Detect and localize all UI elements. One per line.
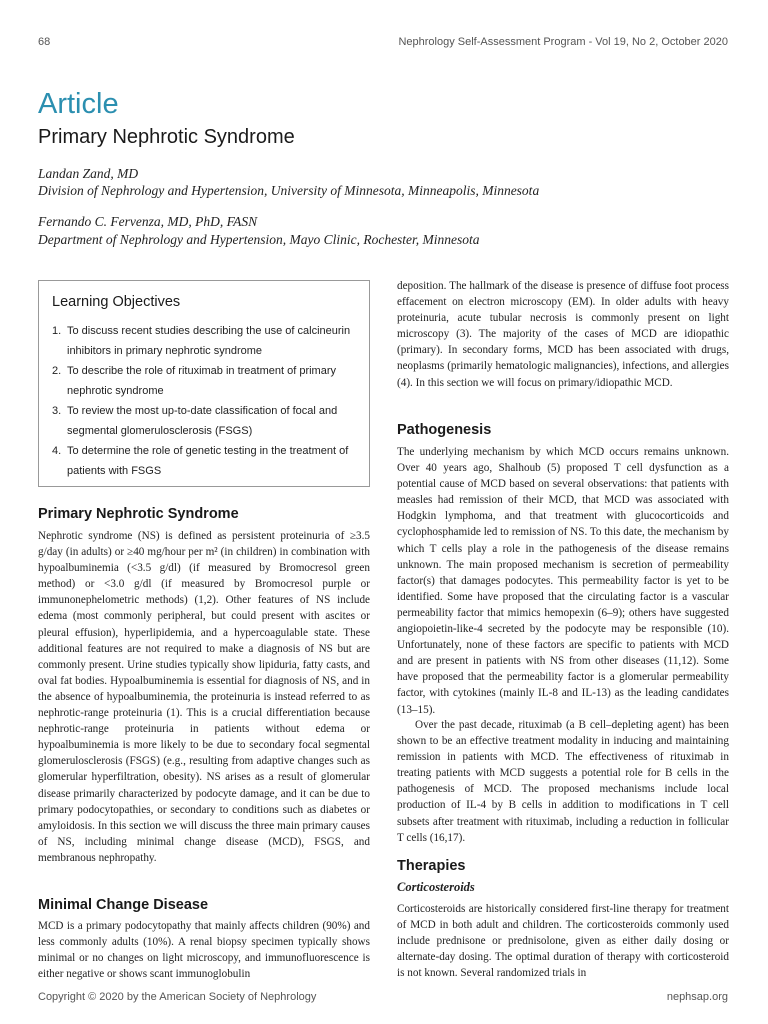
site-footer: nephsap.org (666, 991, 728, 1003)
list-item-number: 3. (52, 405, 62, 417)
paragraph-corticosteroids: Corticosteroids are historically considered first-line therapy for treatment of MCD in both adult and children. The corticosteroids commonly used include prednisone or prednisolone, given as either daily dosing or alternate-day dosing. The optimal duration of therapy with corticosteroid is not known. Several randomized trials in (397, 903, 729, 980)
paragraph-primary-nephrotic-syndrome: Nephrotic syndrome (NS) is defined as persistent proteinuria of ≥3.5 g/day (in adults) or ≥40 mg/hour per m² (in children) in combination with hypoalbuminemia (<3.5 g/dl) (if measured by Bromocresol green method) or <3.0 g/dl (if measured by Bromocresol purple or immunonephelometric methods) (1,2). Other features of NS include edema (most commonly peripheral, but could present with ascites or pleural effusion), hyperlipidemia, and a hypercoagulable state. These additional features are not required to make a diagnosis of NS but are commonly present. Urine studies typically show lipiduria, fatty casts, and oval fat bodies. Hypoalbuminemia is essential for diagnosis of NS, and in the absence of hypoalbuminemia, the proteinuria is instead referred to as nephrotic-range proteinuria (1). This is a crucial differentiation because nephrotic-range proteinuria in patients without edema or hypoalbuminemia is more likely to be due to secondary focal segmental glomerulosclerosis (FSGS) (e.g., resulting from adaptive changes such as glomerular hyperfiltration, obesity). NS arises as a result of glomerular disease primarily characterized by podocyte damage, and it can be due to primary podocytopathies, or secondary to conditions such as diabetes or amyloidosis. In this section we will discuss the three main primary causes of NS, including minimal change disease (MCD), FSGS, and membranous nephropathy. (38, 530, 370, 864)
author-name: Landan Zand, MD (38, 166, 139, 181)
list-item (52, 441, 358, 481)
article-title: Primary Nephrotic Syndrome (38, 126, 295, 148)
learning-objectives-list (52, 321, 358, 481)
list-item-number: 1. (52, 325, 62, 337)
author-affiliation: Department of Nephrology and Hypertension, Mayo Clinic, Rochester, Minnesota (38, 232, 480, 247)
learning-objectives-box (38, 280, 370, 487)
learning-objectives-title: Learning Objectives (52, 294, 181, 310)
paragraph-mcd-continued: deposition. The hallmark of the disease is presence of diffuse foot process effacement on electron microscopy (EM). In older adults with heavy proteinuria, acute tubular necrosis is commonly present on light microscopy (3). The majority of the cases of MCD are idiopathic (primary). In secondary forms, MCD has been associated with drugs, neoplasms (primarily hematologic malignancies), infections, and allergies (4). In this section we will focus on primary/idiopathic MCD. (397, 280, 729, 389)
journal-header: Nephrology Self-Assessment Program - Vol 19, No 2, October 2020 (398, 36, 728, 48)
list-item-text: To describe the role of rituximab in treatment of primary nephrotic syndrome (67, 365, 337, 397)
page-number: 68 (38, 36, 51, 48)
author-name: Fernando C. Fervenza, MD, PhD, FASN (38, 214, 258, 229)
list-item-text: To discuss recent studies describing the use of calcineurin inhibitors in primary nephrotic syndrome (67, 325, 351, 357)
list-item (52, 361, 358, 401)
copyright-footer: Copyright © 2020 by the American Society of Nephrology (38, 991, 317, 1003)
section-heading-primary-nephrotic-syndrome: Primary Nephrotic Syndrome (38, 506, 239, 522)
subsection-heading-corticosteroids: Corticosteroids (397, 880, 475, 894)
list-item (52, 321, 358, 361)
list-item-text: To determine the role of genetic testing in the treatment of patients with FSGS (67, 445, 349, 477)
author-affiliation: Division of Nephrology and Hypertension, University of Minnesota, Minneapolis, Minnesota (38, 183, 540, 198)
section-heading-therapies: Therapies (397, 858, 466, 874)
list-item-number: 2. (52, 365, 62, 377)
paragraph-pathogenesis: The underlying mechanism by which MCD occurs remains unknown. Over 40 years ago, Shalhoub (5) proposed T cell dysfunction as a potential cause of MCD based on several observations: that patients with measles had remission of their MCD, that MCD was associated with Hodgkin lymphoma, and that treatment with glucocorticoids and cyclophosphamide led to remission of NS. To this date, the mechanism by which T cells play a role in the pathogenesis of the disease remains unknown. The main proposed mechanism is secretion of permeability factor(s) that damages podocytes. This permeability factor is yet to be identified. Some have proposed that the circulating factor is a vascular permeability factor that mimics hemopexin (6–9); others have suggested angiopoietin-like-4 secreted by the podocyte may be responsible (10). Unfortunately, none of these factors are specific to patients with MCD and are present in patients with NS from other diseases (11,12). Some have proposed that the permeability factor is a glomerular permeability factor, with cytokines (mainly IL-8 and IL-13) as the leading candidates (13–15). (397, 446, 729, 716)
paragraph-minimal-change-disease: MCD is a primary podocytopathy that mainly affects children (90%) and less commonly adults (10%). A renal biopsy specimen typically shows minimal or no changes on light microscopy, and immunofluorescence is either negative or shows scant immunoglobulin (38, 920, 370, 981)
section-heading-pathogenesis: Pathogenesis (397, 422, 492, 438)
list-item-text: To review the most up-to-date classification of focal and segmental glomerulosclerosis (FSGS) (67, 405, 338, 437)
list-item (52, 401, 358, 441)
list-item-number: 4. (52, 445, 62, 457)
paragraph-rituximab: Over the past decade, rituximab (a B cell–depleting agent) has been shown to be an effective treatment modality in inducing and maintaining remission in patients with MCD. The effectiveness of rituximab in treating patients with MCD suggests a potential role for B cells in the pathogenesis of MCD. The proposed mechanisms include local production of IL-4 by B cells in addition to modifications in T cell subsets after treatment with rituximab, including a reduction in follicular T cells (16,17). (397, 719, 729, 844)
article-label: Article (38, 88, 119, 120)
section-heading-minimal-change-disease: Minimal Change Disease (38, 897, 209, 913)
